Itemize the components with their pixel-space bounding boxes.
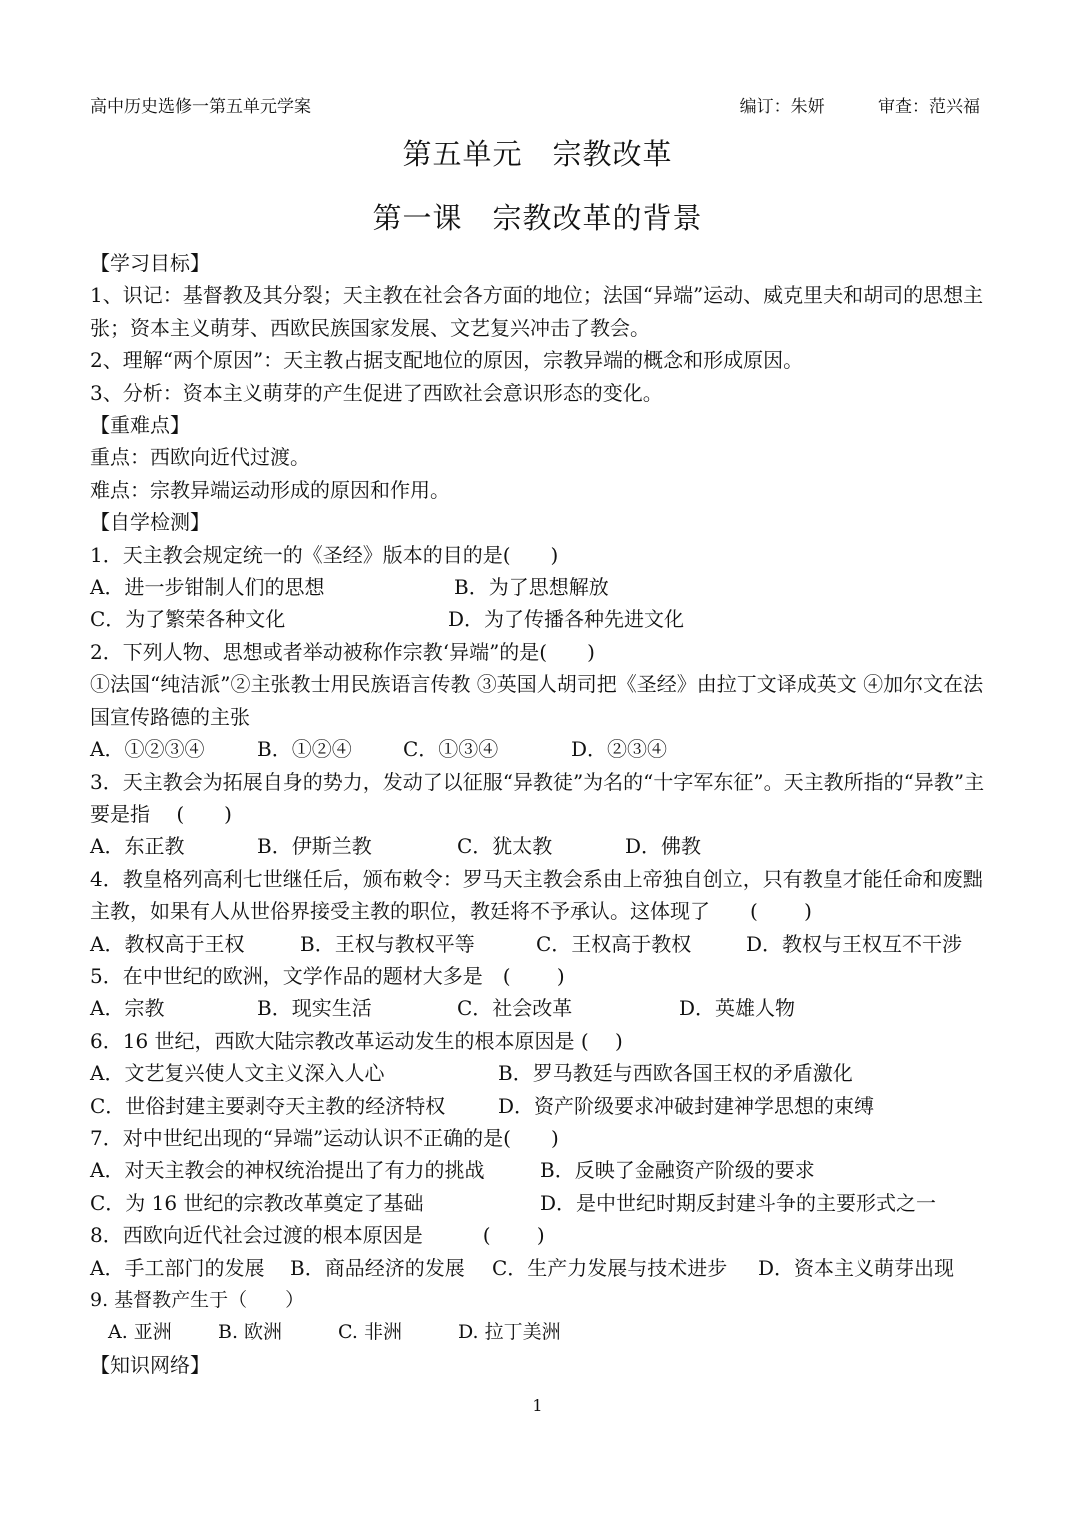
option-a: A．①②③④: [90, 737, 205, 762]
option-c: C．为 16 世纪的宗教改革奠定了基础: [90, 1190, 424, 1215]
lesson-title: 第一课 宗教改革的背景: [372, 201, 703, 235]
option-c: C．犹太教: [457, 834, 553, 859]
option-d: D. 拉丁美洲: [458, 1321, 561, 1344]
option-c: C．①③④: [403, 737, 499, 762]
question-4-stem: 4．教皇格列高利七世继任后，颁布敕令：罗马天主教会系由上帝独自创立，只有教皇才能任命和废黜主教，如果有人从世俗界接受主教的职位，教廷将不予承认。这体现了 ( ): [90, 866, 983, 924]
option-d: D．是中世纪时期反封建斗争的主要形式之一: [540, 1190, 937, 1215]
option-a: A．手工部门的发展: [90, 1255, 265, 1280]
question-2-stem: 2．下列人物、思想或者举动被称作宗教‘异端”的是( ): [90, 639, 595, 664]
option-c: C．生产力发展与技术进步: [492, 1255, 728, 1280]
question-1-options-row1: [90, 571, 988, 603]
network-heading: 【知识网络】: [90, 1352, 210, 1377]
question-6-options-row2: [90, 1090, 988, 1122]
credits: [692, 92, 980, 117]
reviewer-label: 审查：范兴福: [878, 97, 980, 117]
question-2-items: ①法国“纯洁派”②主张教士用民族语言传教 ③英国人胡司把《圣经》由拉丁文译成英文 ④加尔文在法国宣传路德的主张: [90, 672, 984, 729]
key-point: 重点：西欧向近代过渡。: [90, 445, 310, 470]
option-b: B. 欧洲: [218, 1321, 283, 1344]
option-b: B．反映了金融资产阶级的要求: [540, 1158, 815, 1183]
question-3-stem: 3．天主教会为拓展自身的势力，发动了以征服“异教徒”为名的“十字军东征”。天主教所指的“异教”主要是指 ( ): [90, 769, 985, 826]
question-1-options-row2: [90, 603, 988, 635]
test-heading: 【自学检测】: [90, 510, 210, 535]
option-d: D．教权与王权互不干涉: [746, 931, 963, 956]
option-a: A．对天主教会的神权统治提出了有力的挑战: [90, 1158, 485, 1183]
course-label: 高中历史选修一第五单元学案: [90, 97, 311, 117]
option-b: B．罗马教廷与西欧各国王权的矛盾激化: [498, 1061, 853, 1086]
question-8-options: [90, 1252, 988, 1284]
question-5-options: [90, 992, 988, 1024]
question-7-options-row2: [90, 1187, 988, 1219]
difficult-point: 难点：宗教异端运动形成的原因和作用。: [90, 477, 450, 502]
option-b: B．王权与教权平等: [300, 931, 475, 956]
question-4-options: [90, 928, 988, 960]
question-6-stem: 6．16 世纪，西欧大陆宗教改革运动发生的根本原因是 ( ): [90, 1028, 623, 1053]
option-a: A．东正教: [90, 834, 185, 859]
page-header: [90, 92, 980, 116]
document-body: [90, 247, 988, 1381]
question-2-options: [90, 733, 988, 765]
editor-label: 编订：朱妍: [739, 97, 825, 117]
option-b: B．伊斯兰教: [257, 834, 372, 859]
question-7-stem: 7．对中世纪出现的“异端”运动认识不正确的是( ): [90, 1125, 559, 1150]
question-6-options-row1: [90, 1057, 988, 1089]
option-a: A．教权高于王权: [90, 931, 245, 956]
option-b: B．为了思想解放: [454, 575, 609, 600]
option-b: B．商品经济的发展: [290, 1255, 465, 1280]
option-c: C. 非洲: [338, 1321, 402, 1344]
option-c: C．王权高于教权: [536, 931, 692, 956]
unit-title: 第五单元 宗教改革: [402, 137, 673, 171]
option-d: D．资本主义萌芽出现: [758, 1255, 955, 1280]
option-c: C．社会改革: [457, 996, 573, 1021]
page-number: 1: [532, 1396, 543, 1415]
option-c: C．世俗封建主要剥夺天主教的经济特权: [90, 1093, 446, 1118]
option-a: A．文艺复兴使人文主义深入人心: [90, 1061, 385, 1086]
option-a: A．宗教: [90, 996, 165, 1021]
option-d: D．英雄人物: [679, 996, 796, 1021]
option-d: D．佛教: [625, 834, 702, 859]
question-1-stem: 1．天主教会规定统一的《圣经》版本的目的是( ): [90, 542, 559, 567]
goal-3: 3、分析：资本主义萌芽的产生促进了西欧社会意识形态的变化。: [90, 380, 663, 405]
option-b: B．现实生活: [257, 996, 372, 1021]
question-9-stem: 9. 基督教产生于（ ）: [90, 1289, 305, 1311]
question-3-options: [90, 830, 988, 862]
question-7-options-row1: [90, 1154, 988, 1186]
option-a: A．进一步钳制人们的思想: [90, 575, 325, 600]
question-5-stem: 5．在中世纪的欧洲，文学作品的题材大多是 ( ): [90, 963, 565, 988]
option-a: A. 亚洲: [108, 1321, 172, 1344]
question-8-stem: 8．西欧向近代社会过渡的根本原因是 ( ): [90, 1223, 545, 1248]
option-b: B．①②④: [257, 737, 352, 762]
option-c: C．为了繁荣各种文化: [90, 607, 286, 632]
option-d: D．为了传播各种先进文化: [448, 607, 685, 632]
goal-2: 2、理解“两个原因”：天主教占据支配地位的原因，宗教异端的概念和形成原因。: [90, 348, 804, 373]
goals-heading: 【学习目标】: [90, 251, 210, 275]
question-9-options: [90, 1316, 988, 1348]
option-d: D．资产阶级要求冲破封建神学思想的束缚: [498, 1093, 875, 1118]
key-heading: 【重难点】: [90, 413, 190, 438]
goal-1: 1、识记：基督教及其分裂；天主教在社会各方面的地位；法国“异端”运动、威克里夫和胡司的思想主张；资本主义萌芽、西欧民族国家发展、文艺复兴冲击了教会。: [90, 283, 984, 340]
option-d: D．②③④: [571, 737, 668, 762]
